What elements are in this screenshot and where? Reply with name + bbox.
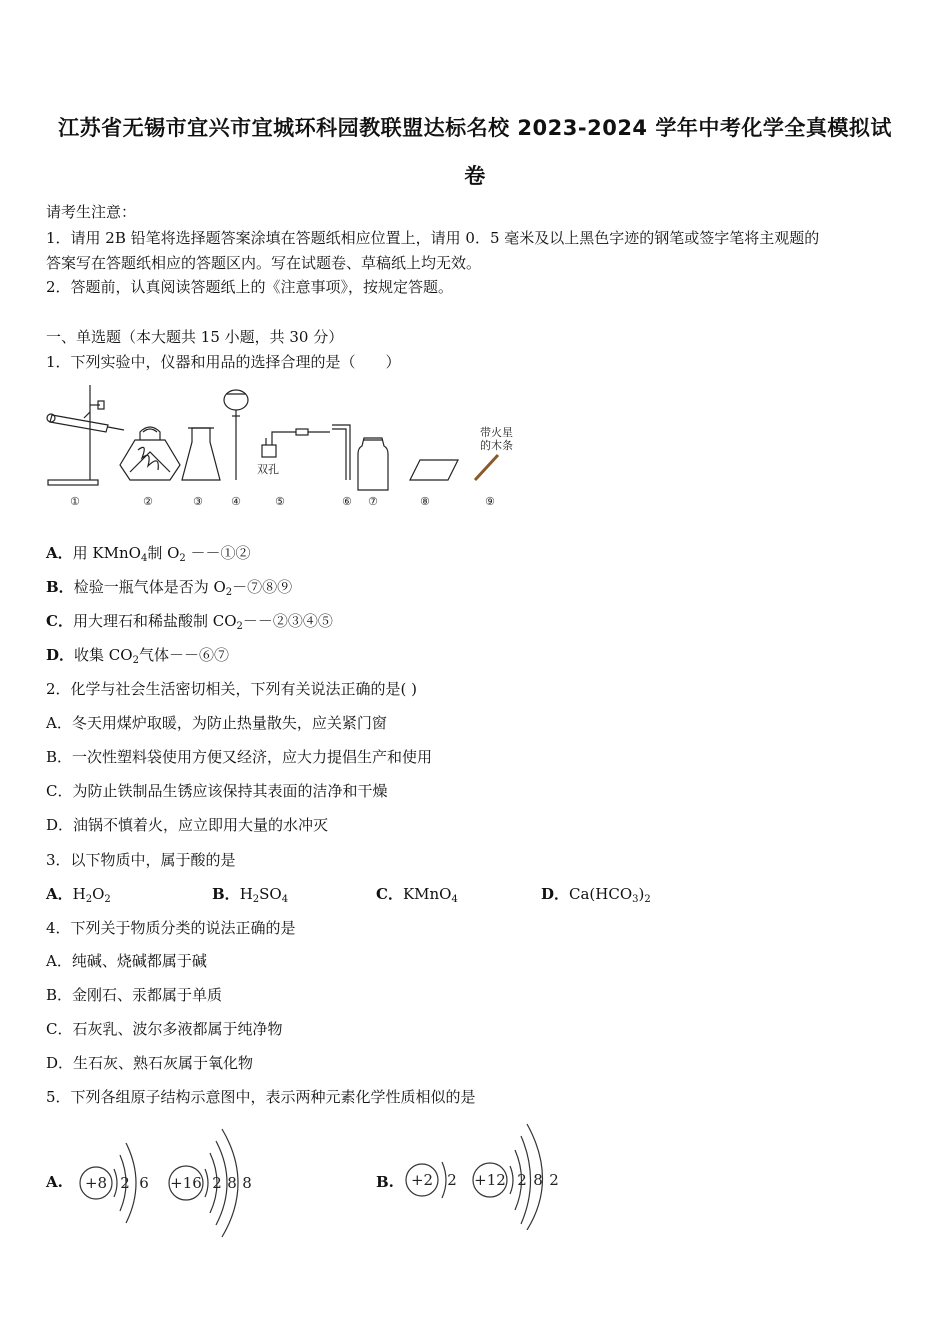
figure-label-9: ⑨ [485, 495, 495, 508]
glass-plate-icon [410, 460, 458, 480]
q4-option-a[interactable]: A．纯碱、烧碱都属于碱 [46, 952, 207, 970]
svg-text:+16: +16 [170, 1174, 202, 1192]
notice-item-1b: 答案写在答题纸相应的答题区内。写在试题卷、草稿纸上均无效。 [46, 254, 482, 272]
figure-label-7: ⑦ [368, 495, 378, 508]
q4-option-d[interactable]: D．生石灰、熟石灰属于氧化物 [46, 1054, 254, 1072]
q3-option-d[interactable]: D．$Ca(HCO_3)_2$ [541, 885, 651, 905]
q5-option-a-label[interactable]: A. [46, 1173, 63, 1191]
q1-option-a[interactable]: A．用 KMnO$_4$制 $O_2$ －－①② [46, 544, 251, 564]
figure-label-2: ② [143, 495, 153, 508]
splint-icon [475, 455, 498, 480]
q5-option-b-diagram [402, 1120, 572, 1230]
svg-text:2: 2 [549, 1171, 559, 1189]
q2-option-a[interactable]: A．冬天用煤炉取暖，为防止热量散失，应关紧门窗 [46, 714, 387, 732]
figure-label-5: ⑤ [275, 495, 285, 508]
q3-stem: 3．以下物质中，属于酸的是 [46, 851, 236, 869]
alcohol-lamp-icon [120, 427, 180, 480]
bent-tube-icon [332, 425, 350, 480]
svg-text:8: 8 [242, 1174, 252, 1192]
figure-label-8: ⑧ [420, 495, 430, 508]
notice-heading: 请考生注意： [46, 203, 137, 221]
q5-stem: 5．下列各组原子结构示意图中，表示两种元素化学性质相似的是 [46, 1088, 476, 1106]
figure-label-4: ④ [231, 495, 241, 508]
notice-item-2: 2．答题前，认真阅读答题纸上的《注意事项》，按规定答题。 [46, 278, 454, 296]
section-heading: 一、单选题（本大题共 15 小题，共 30 分） [46, 328, 344, 346]
svg-text:2: 2 [447, 1171, 457, 1189]
figure-label-6: ⑥ [342, 495, 352, 508]
q2-option-b[interactable]: B．一次性塑料袋使用方便又经济，应大力提倡生产和使用 [46, 748, 433, 766]
separatory-funnel-icon [224, 390, 248, 480]
q2-stem: 2．化学与社会生活密切相关，下列有关说法正确的是( ) [46, 680, 418, 698]
q1-option-d[interactable]: D．收集 $CO_2$气体－－⑥⑦ [46, 646, 229, 666]
q4-stem: 4．下列关于物质分类的说法正确的是 [46, 919, 296, 937]
notice-item-1a: 1．请用 2B 铅笔将选择题答案涂填在答题纸相应位置上，请用 0．5 毫米及以上黑色字迹的钢笔或签字笔将主观题的 [46, 229, 820, 247]
svg-text:+8: +8 [84, 1174, 108, 1192]
svg-text:+2: +2 [410, 1171, 434, 1189]
splint-label-1: 带火星 [480, 426, 513, 439]
q1-stem: 1．下列实验中，仪器和用品的选择合理的是（ ） [46, 353, 401, 371]
figure-label-3: ③ [193, 495, 203, 508]
splint-label-2: 的木条 [480, 439, 513, 452]
q1-option-b[interactable]: B．检验一瓶气体是否为 $O_2-⑦⑧⑨$ [46, 578, 293, 598]
figure-label-1: ① [70, 495, 80, 508]
svg-text:2: 2 [517, 1171, 527, 1189]
svg-text:2: 2 [120, 1174, 130, 1192]
svg-text:8: 8 [227, 1174, 237, 1192]
q5-option-b-label[interactable]: B. [376, 1173, 394, 1191]
q3-option-a[interactable]: A．$H_2O_2$ [46, 885, 111, 905]
svg-text:2: 2 [212, 1174, 222, 1192]
q4-option-b[interactable]: B．金刚石、汞都属于单质 [46, 986, 223, 1004]
q3-option-c[interactable]: C．KMnO$_4$ [376, 885, 458, 905]
page-title-line1: 江苏省无锡市宜兴市宜城环科园教联盟达标名校 2023-2024 学年中考化学全真模拟试 [58, 116, 892, 140]
page-title-line2: 卷 [464, 164, 486, 188]
q4-option-c[interactable]: C．石灰乳、波尔多液都属于纯净物 [46, 1020, 283, 1038]
q1-apparatus-figure [40, 380, 540, 515]
conical-flask-icon [182, 428, 220, 480]
q3-option-b[interactable]: B．$H_2SO_4$ [212, 885, 289, 905]
q5-option-a-diagram [74, 1125, 274, 1240]
svg-text:8: 8 [533, 1171, 543, 1189]
svg-text:6: 6 [139, 1174, 149, 1192]
q1-option-c[interactable]: C．用大理石和稀盐酸制 $CO_2--②③④⑤$ [46, 612, 333, 632]
q3-options [46, 884, 746, 904]
q2-option-d[interactable]: D．油锅不慎着火，应立即用大量的水冲灭 [46, 816, 329, 834]
iron-stand-icon [47, 385, 124, 485]
svg-text:+12: +12 [474, 1171, 506, 1189]
gas-jar-icon [358, 438, 388, 490]
stopper-tube-icon [262, 429, 330, 457]
plug-label: 双孔 [257, 463, 279, 476]
q2-option-c[interactable]: C．为防止铁制品生锈应该保持其表面的洁净和干燥 [46, 782, 388, 800]
